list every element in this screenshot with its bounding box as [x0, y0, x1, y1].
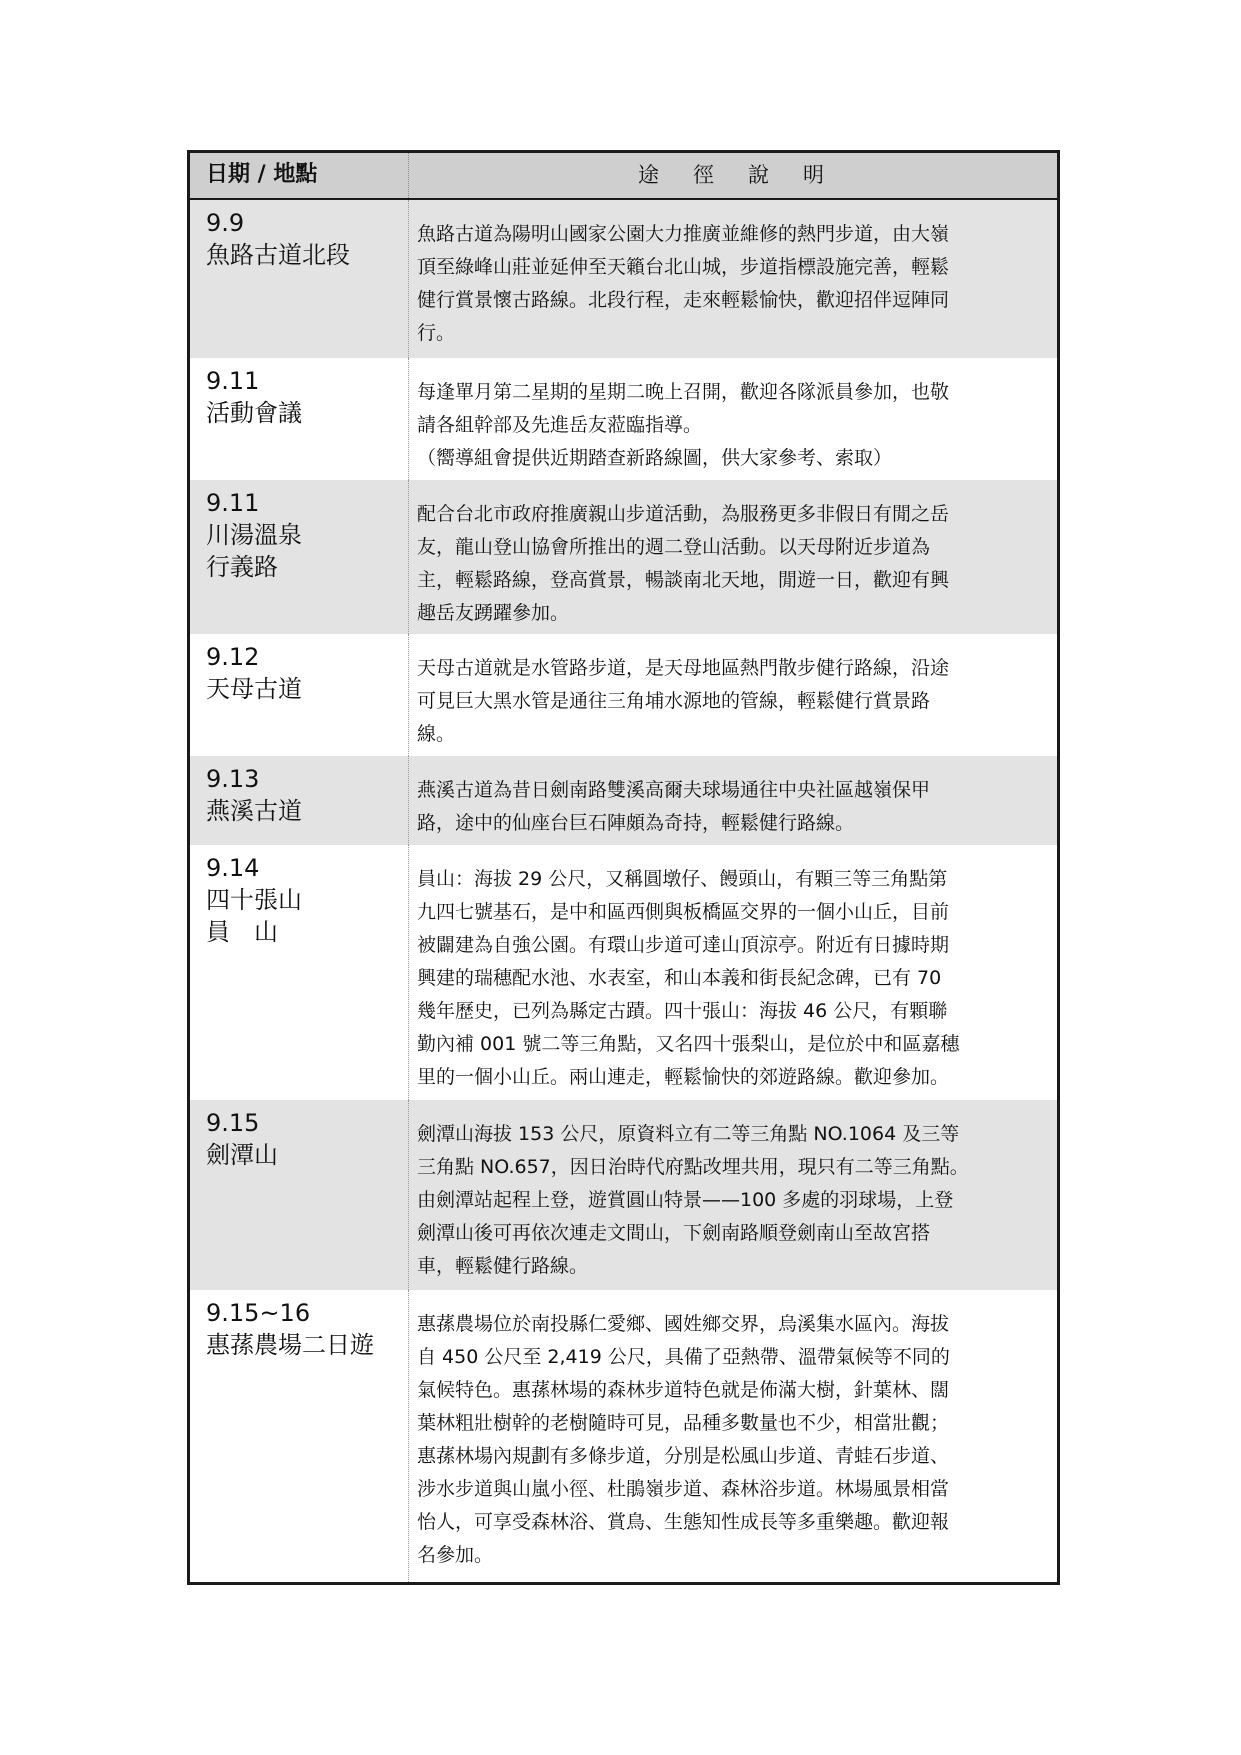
description-line: 勤內補 001 號二等三角點，又名四十張梨山，是位於中和區嘉穗 — [417, 1033, 960, 1055]
date-location-cell — [190, 358, 409, 480]
activity-date: 9.11 — [206, 367, 260, 395]
route-description-cell — [409, 200, 1057, 358]
header-date-location: 日期 / 地點 — [190, 153, 409, 198]
date-location-cell — [190, 200, 409, 358]
date-location-cell — [190, 1290, 409, 1582]
table-row — [190, 358, 1057, 480]
description-line: 趣岳友踴躍參加。 — [417, 602, 570, 624]
activity-location: 川湯溫泉 — [206, 521, 302, 549]
route-description-cell — [409, 1100, 1057, 1290]
header-route-description: 途徑說明 — [638, 163, 858, 187]
date-location-cell — [190, 1100, 409, 1290]
table-row — [190, 480, 1057, 634]
table-row — [190, 634, 1057, 756]
description-line: 幾年歷史，已列為縣定古蹟。四十張山：海拔 46 公尺，有顆聯 — [417, 1000, 948, 1022]
description-line: （嚮導組會提供近期踏查新路線圖，供大家參考、索取） — [417, 447, 893, 469]
description-line: 請各組幹部及先進岳友蒞臨指導。 — [417, 414, 703, 436]
activity-date: 9.12 — [206, 643, 260, 671]
route-description-cell — [409, 1290, 1057, 1582]
activity-table — [187, 150, 1060, 1585]
date-location-cell — [190, 480, 409, 634]
date-location-cell — [190, 756, 409, 845]
description-line: 友，龍山登山協會所推出的週二登山活動。以天母附近步道為 — [417, 536, 931, 558]
route-description-cell — [409, 634, 1057, 756]
description-line: 興建的瑞穗配水池、水表室，和山本義和街長紀念碑，已有 70 — [417, 967, 942, 989]
description-line: 劍潭山後可再依次連走文間山，下劍南路順登劍南山至故宮搭 — [417, 1222, 931, 1244]
description-line: 被闢建為自強公園。有環山步道可達山頂涼亭。附近有日據時期 — [417, 934, 950, 956]
table-row — [190, 1290, 1057, 1582]
description-line: 劍潭山海拔 153 公尺，原資料立有二等三角點 NO.1064 及三等 — [417, 1123, 960, 1145]
description-line: 路，途中的仙座台巨石陣頗為奇持，輕鬆健行路線。 — [417, 812, 855, 834]
description-line: 自 450 公尺至 2,419 公尺，具備了亞熱帶、溫帶氣候等不同的 — [417, 1346, 950, 1368]
description-line: 員山：海拔 29 公尺，又稱圓墩仔、饅頭山，有顆三等三角點第 — [417, 868, 948, 890]
activity-date: 9.15 — [206, 1109, 260, 1137]
description-line: 可見巨大黑水管是通往三角埔水源地的管線，輕鬆健行賞景路 — [417, 690, 931, 712]
activity-location: 活動會議 — [206, 399, 302, 427]
description-line: 涉水步道與山嵐小徑、杜鵑嶺步道、森林浴步道。林場風景相當 — [417, 1478, 950, 1500]
description-line: 燕溪古道為昔日劍南路雙溪高爾夫球場通往中央社區越嶺保甲 — [417, 779, 931, 801]
activity-date: 9.14 — [206, 854, 260, 882]
description-line: 魚路古道為陽明山國家公園大力推廣並維修的熱門步道，由大嶺 — [417, 223, 950, 245]
table-row — [190, 845, 1057, 1100]
table-row — [190, 200, 1057, 358]
table-row — [190, 756, 1057, 845]
date-location-cell — [190, 845, 409, 1100]
activity-location: 行義路 — [206, 553, 278, 581]
description-line: 由劍潭站起程上登，遊賞圓山特景——100 多處的羽球場，上登 — [417, 1189, 954, 1211]
description-line: 葉林粗壯樹幹的老樹隨時可見，品種多數量也不少，相當壯觀； — [417, 1412, 950, 1434]
activity-date: 9.9 — [206, 209, 245, 237]
description-line: 天母古道就是水管路步道，是天母地區熱門散步健行路線，沿途 — [417, 657, 950, 679]
activity-location: 燕溪古道 — [206, 797, 302, 825]
description-line: 每逢單月第二星期的星期二晚上召開，歡迎各隊派員參加，也敬 — [417, 381, 950, 403]
activity-location: 劍潭山 — [206, 1141, 278, 1169]
table-row — [190, 1100, 1057, 1290]
table-header — [190, 153, 1057, 200]
description-line: 頂至綠峰山莊並延伸至天籟台北山城，步道指標設施完善，輕鬆 — [417, 256, 950, 278]
description-line: 氣候特色。惠蓀林場的森林步道特色就是佈滿大樹，針葉林、闊 — [417, 1379, 950, 1401]
description-line: 惠蓀農場位於南投縣仁愛鄉、國姓鄉交界，烏溪集水區內。海拔 — [417, 1313, 950, 1335]
description-line: 九四七號基石，是中和區西側與板橋區交界的一個小山丘，目前 — [417, 901, 950, 923]
description-line: 怡人，可享受森林浴、賞鳥、生態知性成長等多重樂趣。歡迎報 — [417, 1511, 950, 1533]
description-line: 名參加。 — [417, 1544, 494, 1566]
activity-location: 天母古道 — [206, 675, 302, 703]
date-location-cell — [190, 634, 409, 756]
activity-date: 9.13 — [206, 765, 260, 793]
route-description-cell — [409, 756, 1057, 845]
activity-location: 魚路古道北段 — [206, 241, 350, 269]
activity-location: 員 山 — [206, 918, 278, 946]
description-line: 車，輕鬆健行路線。 — [417, 1255, 589, 1277]
activity-location: 惠蓀農場二日遊 — [206, 1331, 374, 1359]
activity-date: 9.15~16 — [206, 1299, 311, 1327]
description-line: 線。 — [417, 723, 456, 745]
description-line: 配合台北市政府推廣親山步道活動，為服務更多非假日有閒之岳 — [417, 503, 950, 525]
description-line: 健行賞景懷古路線。北段行程，走來輕鬆愉快，歡迎招伴逗陣同 — [417, 289, 950, 311]
description-line: 主，輕鬆路線，登高賞景，暢談南北天地，閒遊一日，歡迎有興 — [417, 569, 950, 591]
route-description-cell — [409, 845, 1057, 1100]
table-body — [190, 200, 1057, 1582]
route-description-cell — [409, 358, 1057, 480]
description-line: 行。 — [417, 322, 456, 344]
activity-location: 四十張山 — [206, 886, 302, 914]
description-line: 里的一個小山丘。兩山連走，輕鬆愉快的郊遊路線。歡迎參加。 — [417, 1066, 950, 1088]
description-line: 惠蓀林場內規劃有多條步道，分別是松風山步道、青蛙石步道、 — [417, 1445, 950, 1467]
description-line: 三角點 NO.657，因日治時代府點改埋共用，現只有二等三角點。 — [417, 1156, 969, 1178]
activity-date: 9.11 — [206, 489, 260, 517]
route-description-cell — [409, 480, 1057, 634]
